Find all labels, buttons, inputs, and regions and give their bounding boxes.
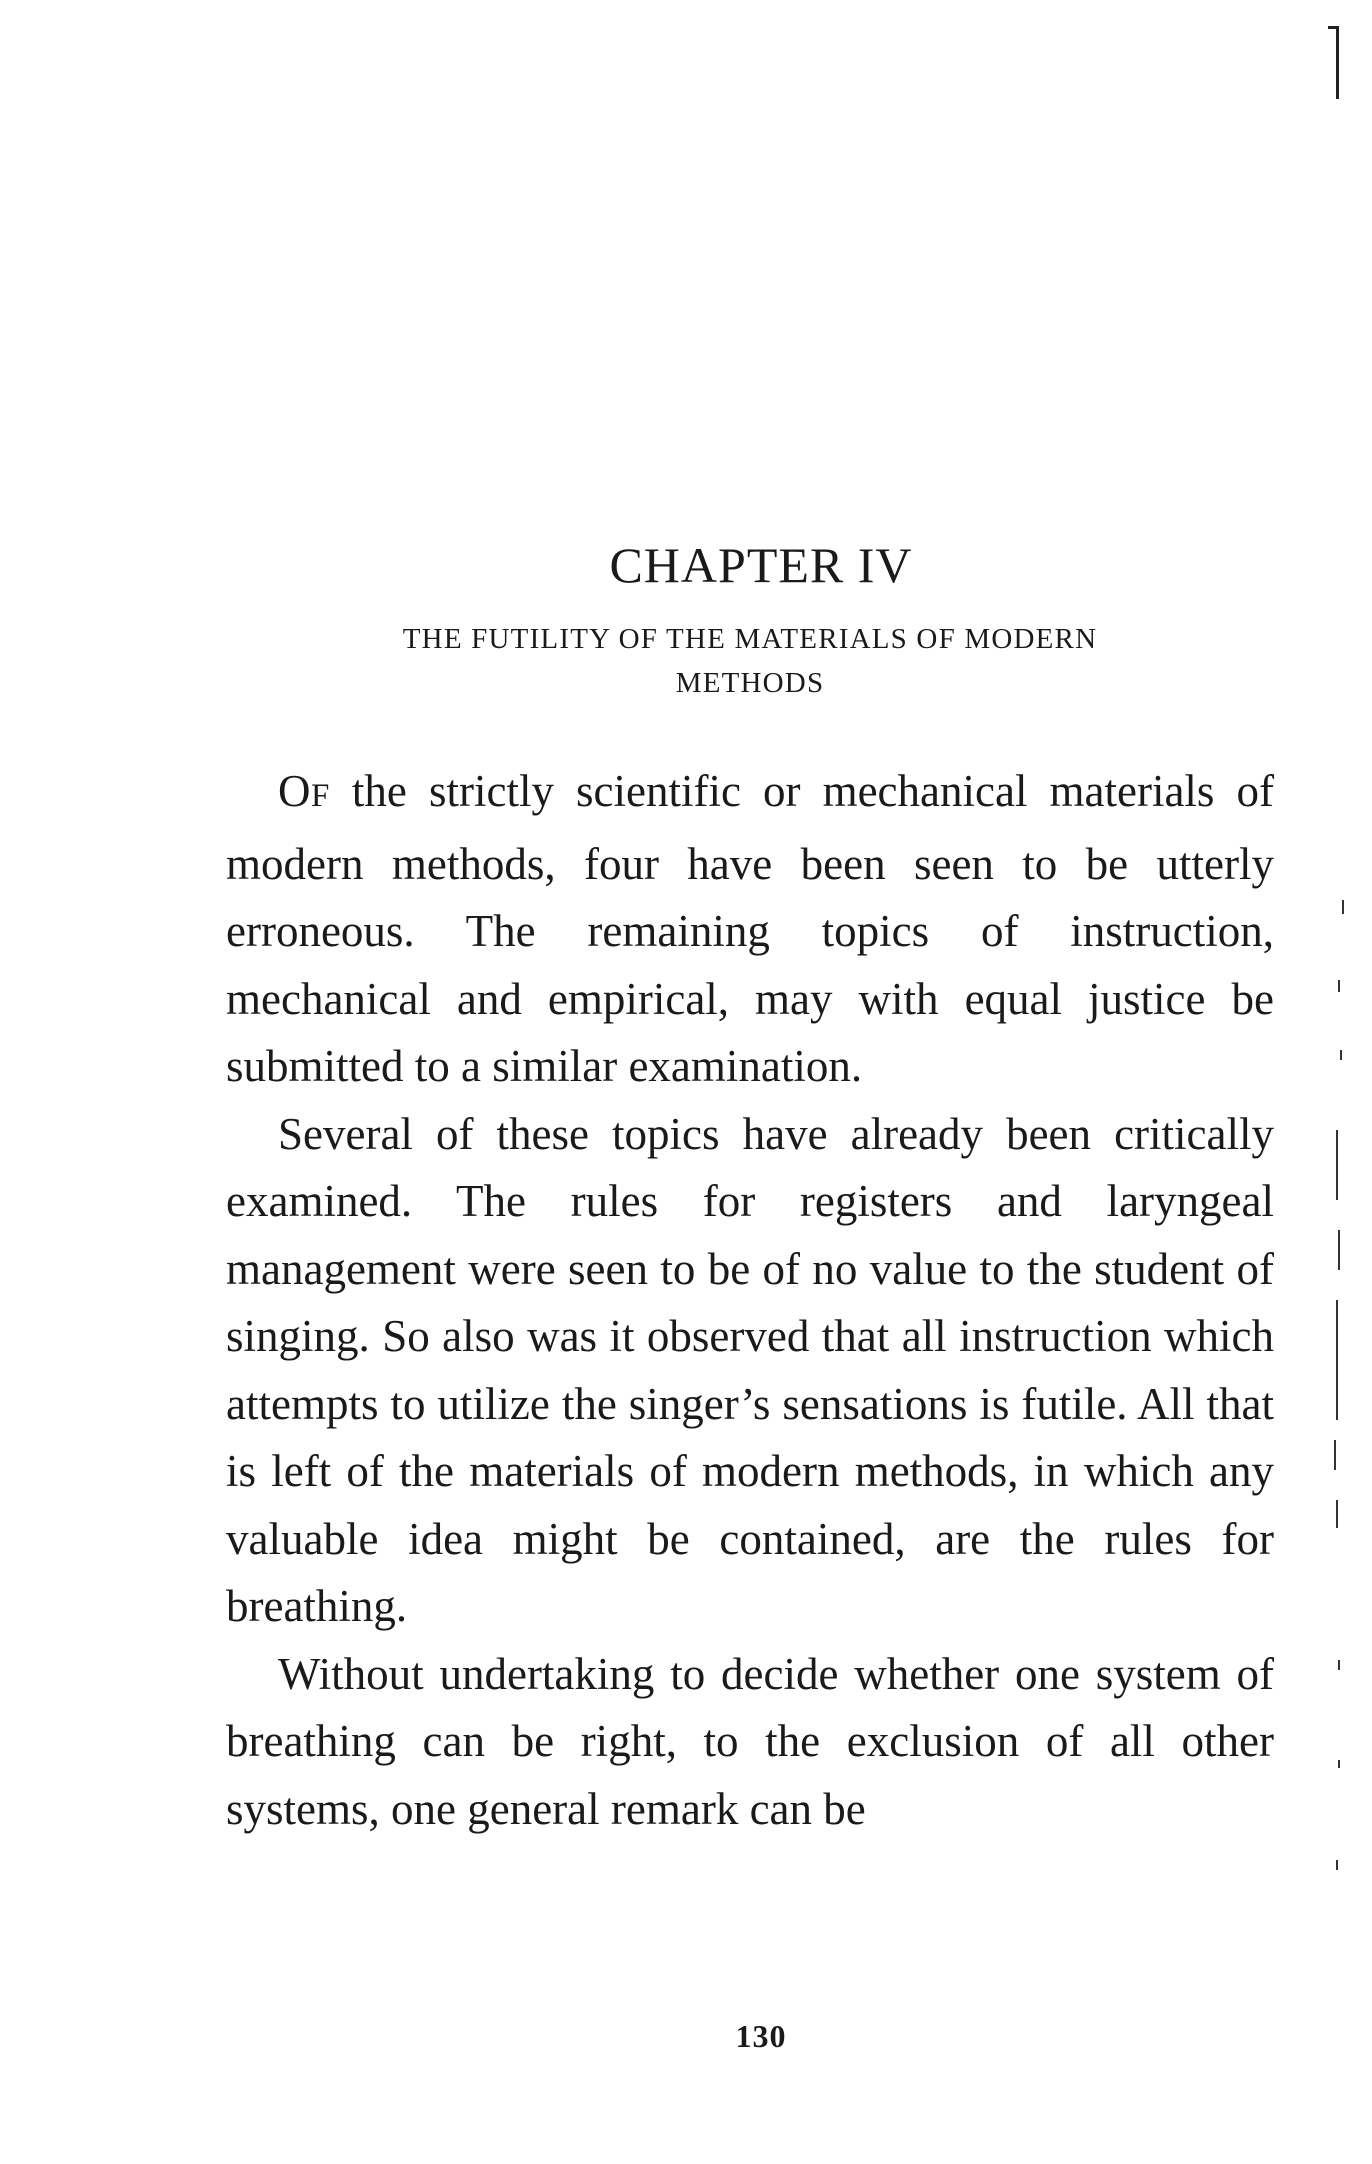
opening-capital: O (278, 766, 311, 816)
page-number: 130 (735, 2018, 787, 2054)
paragraph-3: Without undertaking to decide whether one system of breathing can be right, to the exclusion of all other systems, one general remark can be (226, 1648, 1274, 1834)
paragraph-2: Several of these topics have already been critically examined. The rules for registers and laryngeal management were seen to be of no value to the student of singing. So also was it observed that all instruction which attempts to utilize the singer’s sensations is futile. All that is left of the materials of modern methods, in which any valuable idea might be contained, are the rules for breathing. (226, 1108, 1274, 1631)
chapter-title: CHAPTER IV (609, 536, 913, 593)
opening-small-caps (278, 766, 330, 816)
paragraph-1 (226, 758, 1274, 1101)
chapter-subtitle-line-2: METHODS (675, 667, 825, 699)
chapter-subtitle (270, 617, 1230, 705)
margin-scan-artifacts (1330, 900, 1350, 2000)
opening-small-cap: F (311, 778, 330, 814)
scan-corner-mark (1328, 26, 1339, 99)
paragraph-1-text: the strictly scientific or mechanical materials of modern methods, four have been seen to be utterly erroneous. The remaining topics of instruction, mechanical and empirical, may with equal justice be submitted to a similar examination. (226, 766, 1274, 1091)
chapter-body (226, 758, 1274, 1843)
chapter-subtitle-line-1: THE FUTILITY OF THE MATERIALS OF MODERN (402, 623, 1098, 655)
